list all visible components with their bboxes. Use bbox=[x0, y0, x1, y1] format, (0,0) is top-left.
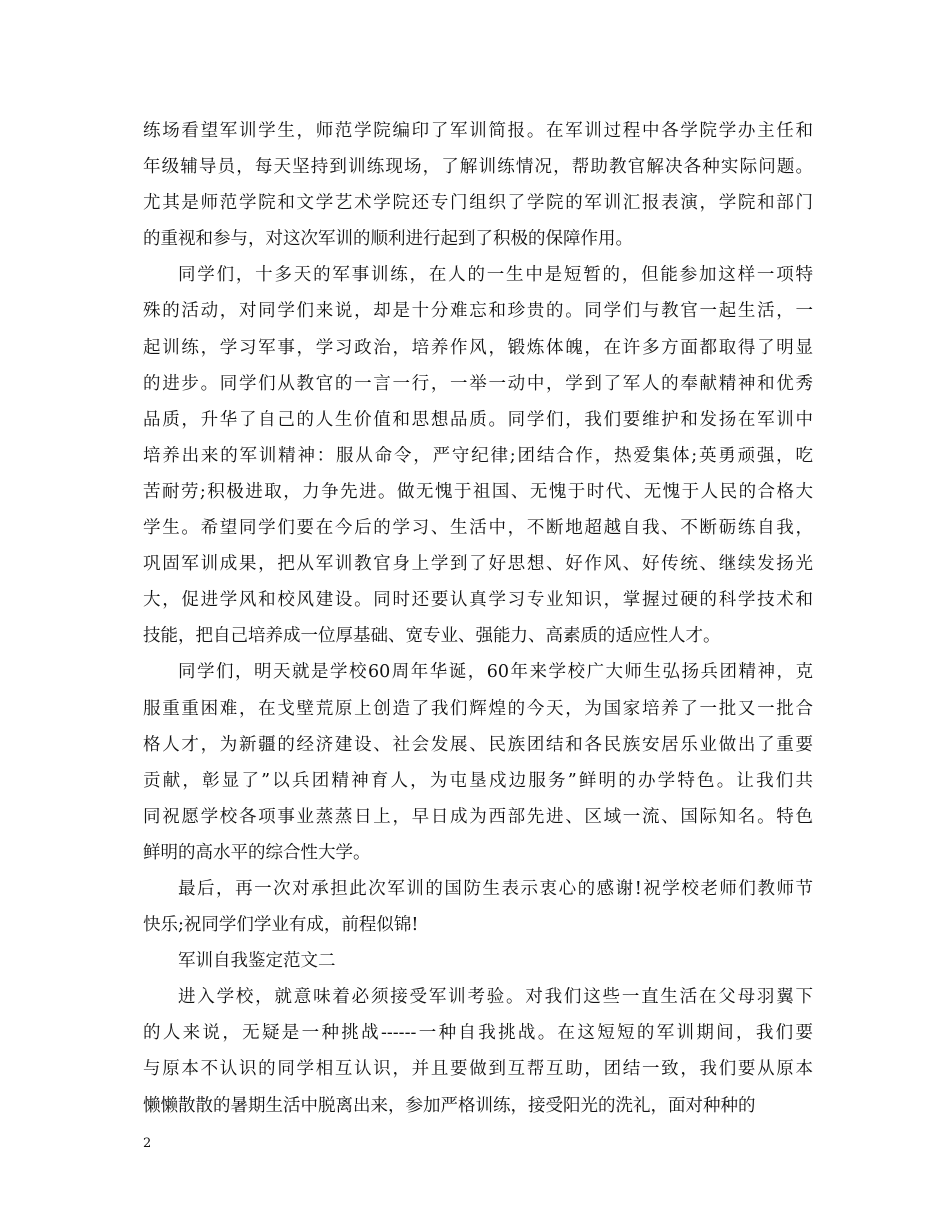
text-line: 最后，再一次对承担此次军训的国防生表示衷心的感谢!祝学校老师们教师节 bbox=[178, 878, 813, 899]
text-line: 同祝愿学校各项事业蒸蒸日上，早日成为西部先进、区域一流、国际知名。特色 bbox=[143, 806, 813, 827]
text-line: 鲜明的高水平的综合性大学。 bbox=[143, 842, 371, 863]
text-line: 格人才，为新疆的经济建设、社会发展、民族团结和各民族安居乐业做出了重要 bbox=[143, 734, 813, 755]
text-line: 进入学校，就意味着必须接受军训考验。对我们这些一直生活在父母羽翼下 bbox=[178, 987, 813, 1008]
text-line: 的进步。同学们从教官的一言一行，一举一动中，学到了军人的奉献精神和优秀 bbox=[143, 373, 813, 394]
text-line: 服重重困难，在戈壁荒原上创造了我们辉煌的今天，为国家培养了一批又一批合 bbox=[143, 698, 813, 719]
paragraph bbox=[143, 113, 813, 257]
paragraph bbox=[143, 871, 813, 943]
paragraph bbox=[143, 257, 813, 654]
text-line: 贡献，彰显了”以兵团精神育人，为屯垦戍边服务”鲜明的办学特色。让我们共 bbox=[143, 770, 813, 791]
text-line: 年级辅导员，每天坚持到训练现场，了解训练情况，帮助教官解决各种实际问题。 bbox=[143, 157, 813, 178]
text-line: 学生。希望同学们要在今后的学习、生活中，不断地超越自我、不断砺练自我， bbox=[143, 518, 813, 539]
text-line: 起训练，学习军事，学习政治，培养作风，锻炼体魄，在许多方面都取得了明显 bbox=[143, 337, 813, 358]
paragraph bbox=[143, 654, 813, 871]
text-line: 技能，把自己培养成一位厚基础、宽专业、强能力、高素质的适应性人才。 bbox=[143, 626, 721, 647]
text-line: 的人来说，无疑是一种挑战------一种自我挑战。在这短短的军训期间，我们要 bbox=[143, 1023, 813, 1044]
text-line: 同学们，十多天的军事训练，在人的一生中是短暂的，但能参加这样一项特 bbox=[178, 265, 813, 286]
text-line: 与原本不认识的同学相互认识，并且要做到互帮互助，团结一致，我们要从原本 bbox=[143, 1059, 813, 1080]
text-line: 同学们，明天就是学校60周年华诞，60年来学校广大师生弘扬兵团精神，克 bbox=[178, 662, 813, 683]
text-line: 苦耐劳;积极进取，力争先进。做无愧于祖国、无愧于时代、无愧于人民的合格大 bbox=[143, 481, 813, 502]
text-line: 大，促进学风和校风建设。同时还要认真学习专业知识，掌握过硬的科学技术和 bbox=[143, 590, 813, 611]
text-line: 懒懒散散的暑期生活中脱离出来，参加严格训练，接受阳光的洗礼，面对种种的 bbox=[143, 1095, 756, 1116]
paragraph bbox=[143, 943, 813, 979]
text-line: 的重视和参与，对这次军训的顺利进行起到了积极的保障作用。 bbox=[143, 229, 633, 250]
text-line: 军训自我鉴定范文二 bbox=[178, 951, 336, 972]
text-line: 快乐;祝同学们学业有成，前程似锦! bbox=[143, 915, 419, 936]
paragraph bbox=[143, 979, 813, 1123]
text-line: 尤其是师范学院和文学艺术学院还专门组织了学院的军训汇报表演，学院和部门 bbox=[143, 193, 813, 214]
text-line: 殊的活动，对同学们来说，却是十分难忘和珍贵的。同学们与教官一起生活，一 bbox=[143, 301, 813, 322]
text-line: 练场看望军训学生，师范学院编印了军训简报。在军训过程中各学院学办主任和 bbox=[143, 121, 813, 141]
page-number: 2 bbox=[143, 1136, 152, 1151]
text-line: 品质，升华了自己的人生价值和思想品质。同学们，我们要维护和发扬在军训中 bbox=[143, 409, 813, 430]
document-body bbox=[143, 113, 813, 1124]
text-line: 培养出来的军训精神：服从命令，严守纪律;团结合作，热爱集体;英勇顽强，吃 bbox=[143, 445, 813, 466]
text-line: 巩固军训成果，把从军训教官身上学到了好思想、好作风、好传统、继续发扬光 bbox=[143, 554, 813, 575]
